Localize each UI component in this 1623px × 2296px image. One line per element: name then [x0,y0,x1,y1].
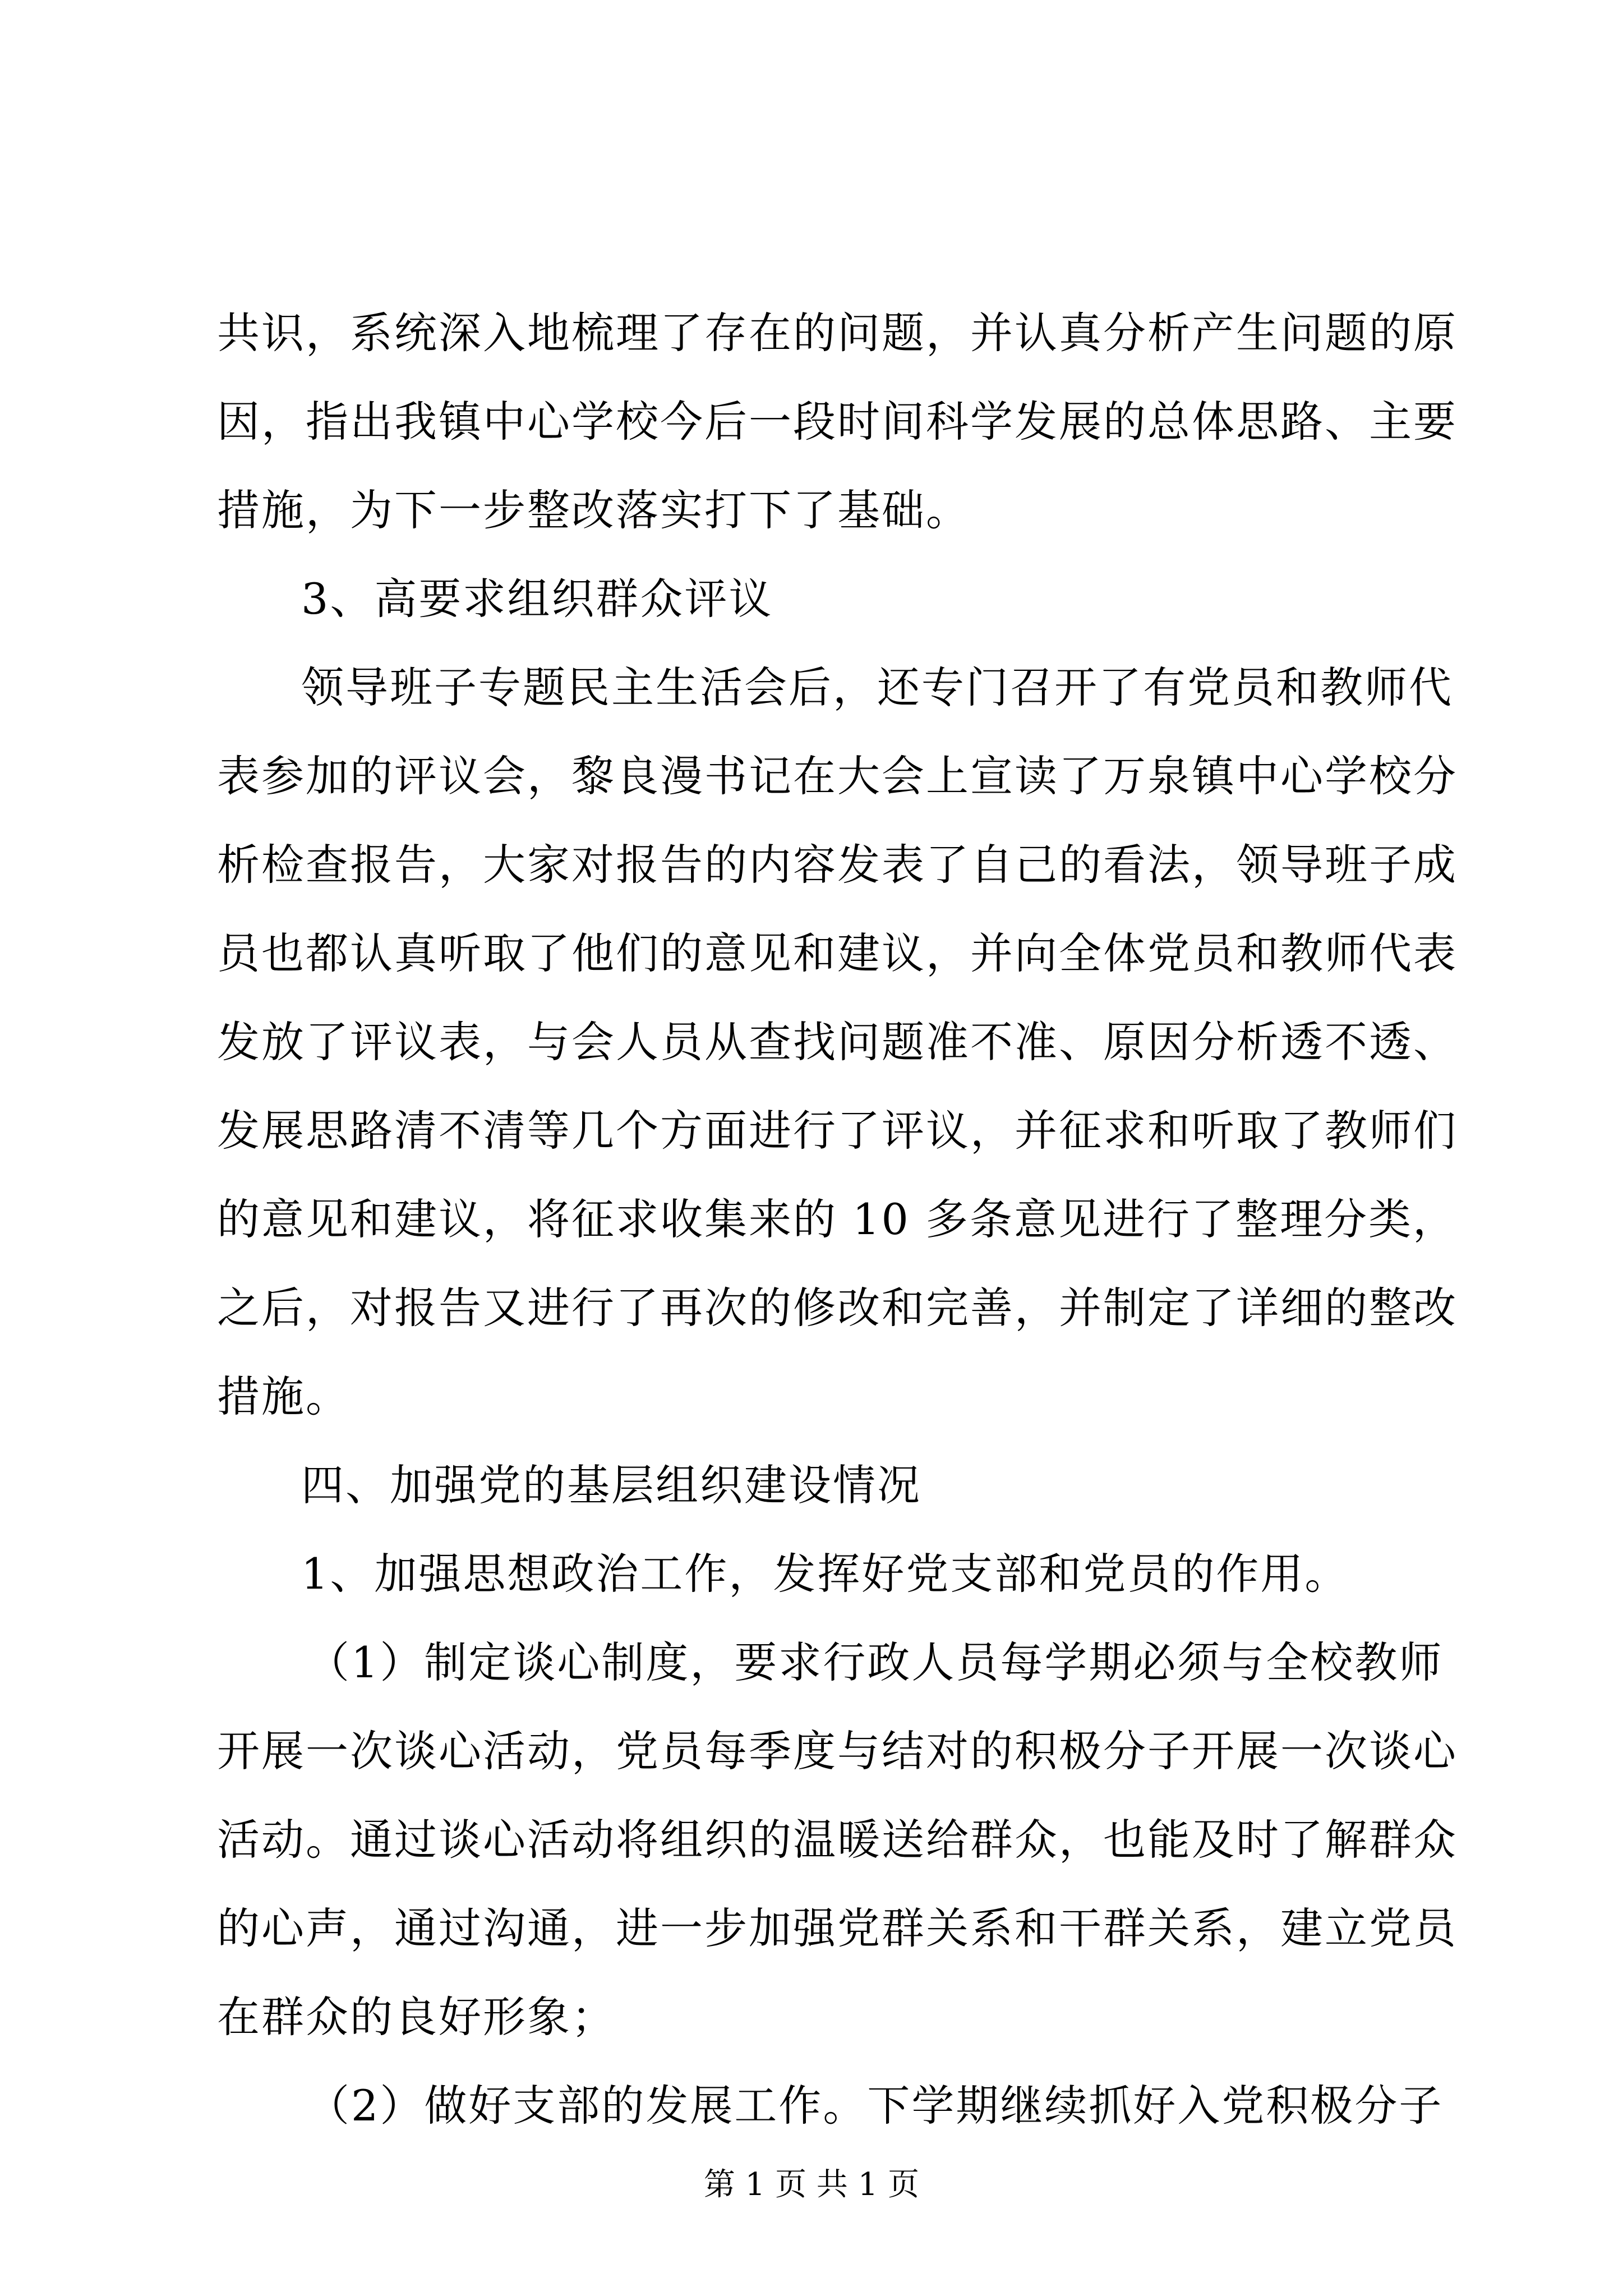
body-line: 析检查报告，大家对报告的内容发表了自己的看法，领导班子成 [217,840,1458,890]
body-line: 共识，系统深入地梳理了存在的问题，并认真分析产生问题的原 [217,308,1458,358]
body-line: 措施，为下一步整改落实打下了基础。 [217,485,970,535]
body-line: 活动。通过谈心活动将组织的温暖送给群众，也能及时了解群众 [217,1815,1458,1865]
body-line: 的心声，通过沟通，进一步加强党群关系和干群关系，建立党员 [217,1903,1458,1953]
body-line: 的意见和建议，将征求收集来的 10 多条意见进行了整理分类， [217,1194,1458,1244]
section-heading: 四、加强党的基层组织建设情况 [301,1460,921,1510]
body-line: 之后，对报告又进行了再次的修改和完善，并制定了详细的整改 [217,1283,1458,1333]
body-line: （2）做好支部的发展工作。下学期继续抓好入党积极分子 [307,2081,1444,2131]
body-line: 发放了评议表，与会人员从查找问题准不准、原因分析透不透、 [217,1017,1458,1067]
body-line: 表参加的评议会，黎良漫书记在大会上宣读了万泉镇中心学校分 [217,751,1458,801]
body-line: 因，指出我镇中心学校今后一段时间科学发展的总体思路、主要 [217,397,1458,447]
body-line: 措施。 [217,1372,350,1421]
body-line: 员也都认真听取了他们的意见和建议，并向全体党员和教师代表 [217,928,1458,978]
body-line: 开展一次谈心活动，党员每季度与结对的积极分子开展一次谈心 [217,1726,1458,1776]
section-heading: 3、高要求组织群众评议 [301,574,773,624]
page-footer: 第 1 页 共 1 页 [703,2166,920,2203]
body-line: 领导班子专题民主生活会后，还专门召开了有党员和教师代 [301,662,1453,712]
body-line: 在群众的良好形象； [217,1992,616,2042]
body-line: 发展思路清不清等几个方面进行了评议，并征求和听取了教师们 [217,1106,1458,1156]
body-line: （1）制定谈心制度，要求行政人员每学期必须与全校教师 [307,1637,1444,1687]
subsection-heading: 1、加强思想政治工作，发挥好党支部和党员的作用。 [301,1549,1349,1599]
